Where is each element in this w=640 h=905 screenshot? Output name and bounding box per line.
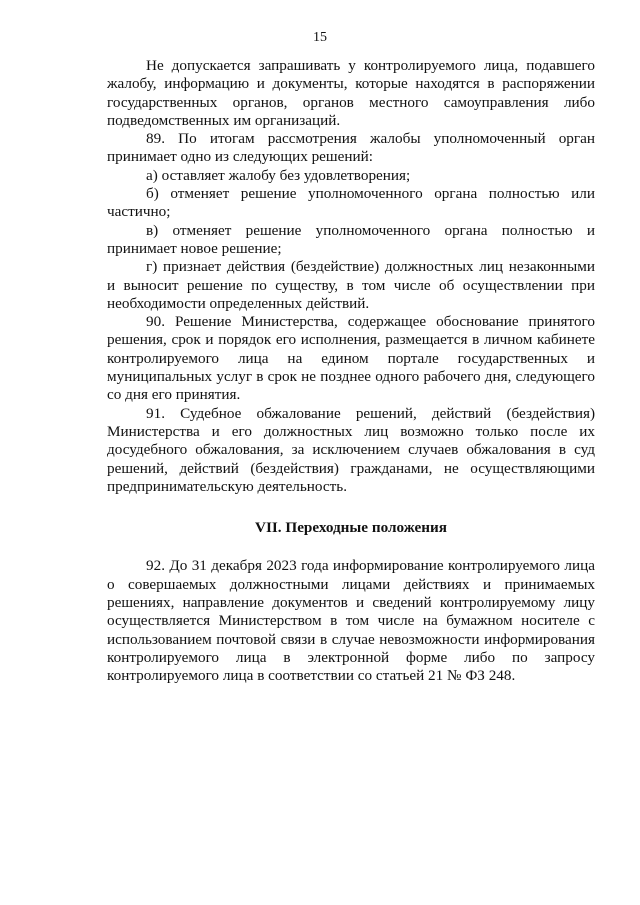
paragraph-92: 92. До 31 декабря 2023 года информирование контролируемого лица о совершаемых должностными лицами действиях и принимаемых решениях, направление документов и сведений контролируемому лицу осуществляется Министерством в том числе на бумажном носителе с использованием почтовой связи в случае невозможности информирования контролируемого лица в электронной форме либо по запросу контролируемого лица в соответствии со статьей 21 № ФЗ 248.: [107, 557, 595, 685]
paragraph-90: 90. Решение Министерства, содержащее обоснование принятого решения, срок и порядок его исполнения, размещается в личном кабинете контролируемого лица на едином портале государственных и муниципальных услуг в срок не позднее одного рабочего дня, следующего со дня его принятия.: [107, 313, 595, 404]
list-item-v: в) отменяет решение уполномоченного органа полностью и принимает новое решение;: [107, 221, 595, 257]
paragraph-no-request: Не допускается запрашивать у контролируемого лица, подавшего жалобу, информацию и документы, которые находятся в распоряжении государственных органов, органов местного самоуправления либо подведомственных им организаций.: [107, 57, 595, 129]
document-body: [107, 57, 595, 686]
section-heading: VII. Переходные положения: [255, 519, 447, 537]
paragraph-89: 89. По итогам рассмотрения жалобы уполномоченный орган принимает одно из следующих решений:: [107, 130, 595, 166]
list-item-b: б) отменяет решение уполномоченного органа полностью или частично;: [107, 185, 595, 221]
page-number: 15: [313, 30, 327, 45]
list-item-a: а) оставляет жалобу без удовлетворения;: [146, 166, 411, 184]
list-item-g: г) признает действия (бездействие) должностных лиц незаконными и выносит решение по существу, в том числе об осуществлении при необходимости определенных действий.: [107, 258, 595, 312]
paragraph-91: 91. Судебное обжалование решений, действий (бездействия) Министерства и его должностных лиц возможно только после их досудебного обжалования, за исключением случаев обжалования в суд решений, действий (бездействия) гражданами, не осуществляющими предпринимательскую деятельность.: [107, 404, 595, 495]
